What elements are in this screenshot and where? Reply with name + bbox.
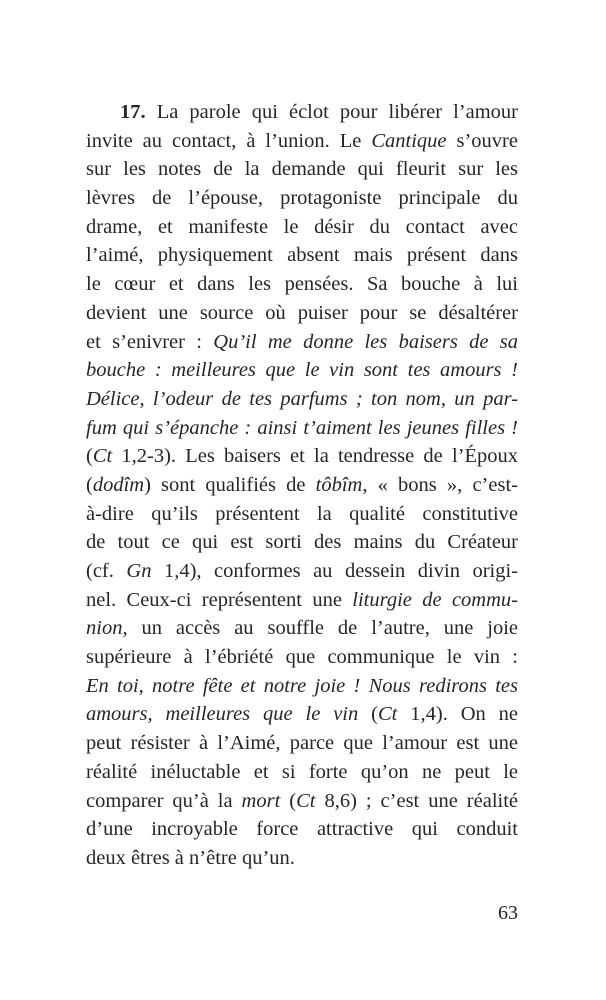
text-segment: s’ouvre <box>446 129 518 152</box>
italic-text: Ct <box>296 789 316 812</box>
text-line <box>86 700 518 729</box>
text-segment: ( <box>358 703 378 726</box>
text-segment: d’une incroyable force attractive qui conduit <box>86 818 518 841</box>
text-segment: ( <box>86 445 93 468</box>
text-line <box>86 98 518 127</box>
italic-text: dodîm <box>92 473 145 496</box>
italic-text: Ct <box>92 445 113 468</box>
italic-text: Ct <box>377 703 398 726</box>
text-segment: 1,4), conformes au dessein divin origi- <box>151 560 518 582</box>
text-line <box>86 787 518 816</box>
text-line <box>86 500 518 529</box>
text-line <box>86 414 518 443</box>
text-line <box>86 672 518 701</box>
text-segment: nel. Ceux-ci représentent une <box>86 588 353 611</box>
text-segment: deux êtres à n’être qu’un. <box>86 846 295 869</box>
text-segment: peut résister à l’Aimé, parce que l’amour est une <box>86 732 518 755</box>
text-segment: ( <box>86 473 93 496</box>
text-segment: 1,4). On ne <box>397 703 518 726</box>
text-segment: l’aimé, physiquement absent mais présent dans <box>86 244 518 267</box>
text-line <box>86 184 518 213</box>
text-line <box>86 299 518 328</box>
text-segment: , « bons », c’est- <box>362 473 518 496</box>
text-segment: comparer qu’à la <box>86 789 242 812</box>
text-line <box>86 385 518 414</box>
text-segment: sur les notes de la demande qui fleurit sur les <box>86 158 518 181</box>
text-segment: ) sont qualifiés de <box>144 473 316 496</box>
text-line <box>86 528 518 557</box>
text-line <box>86 213 518 242</box>
text-line <box>86 442 518 471</box>
text-segment: 8,6) ; c’est une réalité <box>315 789 519 812</box>
italic-text: fum qui s’épanche : ainsi t’aiment les jeunes filles ! <box>86 416 518 439</box>
text-segment: devient une source où puiser pour se désaltérer <box>86 301 518 324</box>
text-segment: La parole qui éclot pour libérer l’amour <box>145 101 518 123</box>
text-segment: à-dire qu’ils présentent la qualité constitutive <box>86 502 518 525</box>
text-segment: invite au contact, à l’union. Le <box>86 129 372 152</box>
italic-text: nion <box>86 617 123 640</box>
text-segment: de tout ce qui est sorti des mains du Créateur <box>86 531 518 554</box>
text-line <box>86 471 518 500</box>
text-segment: (cf. <box>86 560 127 582</box>
italic-text: Cantique <box>371 129 447 152</box>
text-segment: et s’enivrer : <box>86 330 214 353</box>
text-line <box>86 155 518 184</box>
italic-text: mort <box>241 789 281 812</box>
italic-text: Qu’il me donne les baisers de sa <box>213 330 518 353</box>
italic-text: bouche : meilleures que le vin sont tes amours ! <box>86 359 518 382</box>
page-number: 63 <box>498 902 518 924</box>
text-line <box>86 557 518 586</box>
italic-text: Délice, l’odeur de tes parfums ; ton nom, un par- <box>86 387 518 410</box>
italic-text: tôbîm <box>315 473 363 496</box>
text-line <box>86 127 518 156</box>
italic-text: Gn <box>126 560 152 582</box>
paragraph-number: 17. <box>120 101 146 123</box>
italic-text: En toi, notre fête et notre joie ! Nous redirons tes <box>86 674 518 697</box>
body-text <box>86 98 518 873</box>
text-line <box>86 815 518 844</box>
text-segment: drame, et manifeste le désir du contact avec <box>86 215 518 238</box>
text-line <box>86 328 518 357</box>
text-line <box>86 844 518 873</box>
text-segment: , un accès au souffle de l’autre, une joie <box>122 617 518 640</box>
italic-text: amours, meilleures que le vin <box>86 703 359 726</box>
text-segment: le cœur et dans les pensées. Sa bouche à lui <box>86 273 518 296</box>
text-line <box>86 729 518 758</box>
text-line <box>86 356 518 385</box>
text-line <box>86 643 518 672</box>
text-line <box>86 586 518 615</box>
italic-text: liturgie de commu- <box>352 588 518 611</box>
text-line <box>86 758 518 787</box>
text-line <box>86 270 518 299</box>
text-line <box>86 241 518 270</box>
text-line <box>86 614 518 643</box>
text-segment: supérieure à l’ébriété que communique le vin : <box>86 646 518 669</box>
text-segment: 1,2-3). Les baisers et la tendresse de l’Époux <box>112 445 518 468</box>
text-segment: réalité inéluctable et si forte qu’on ne peut le <box>86 760 518 783</box>
text-segment: lèvres de l’épouse, protagoniste principale du <box>86 187 518 210</box>
text-segment: ( <box>280 789 297 812</box>
